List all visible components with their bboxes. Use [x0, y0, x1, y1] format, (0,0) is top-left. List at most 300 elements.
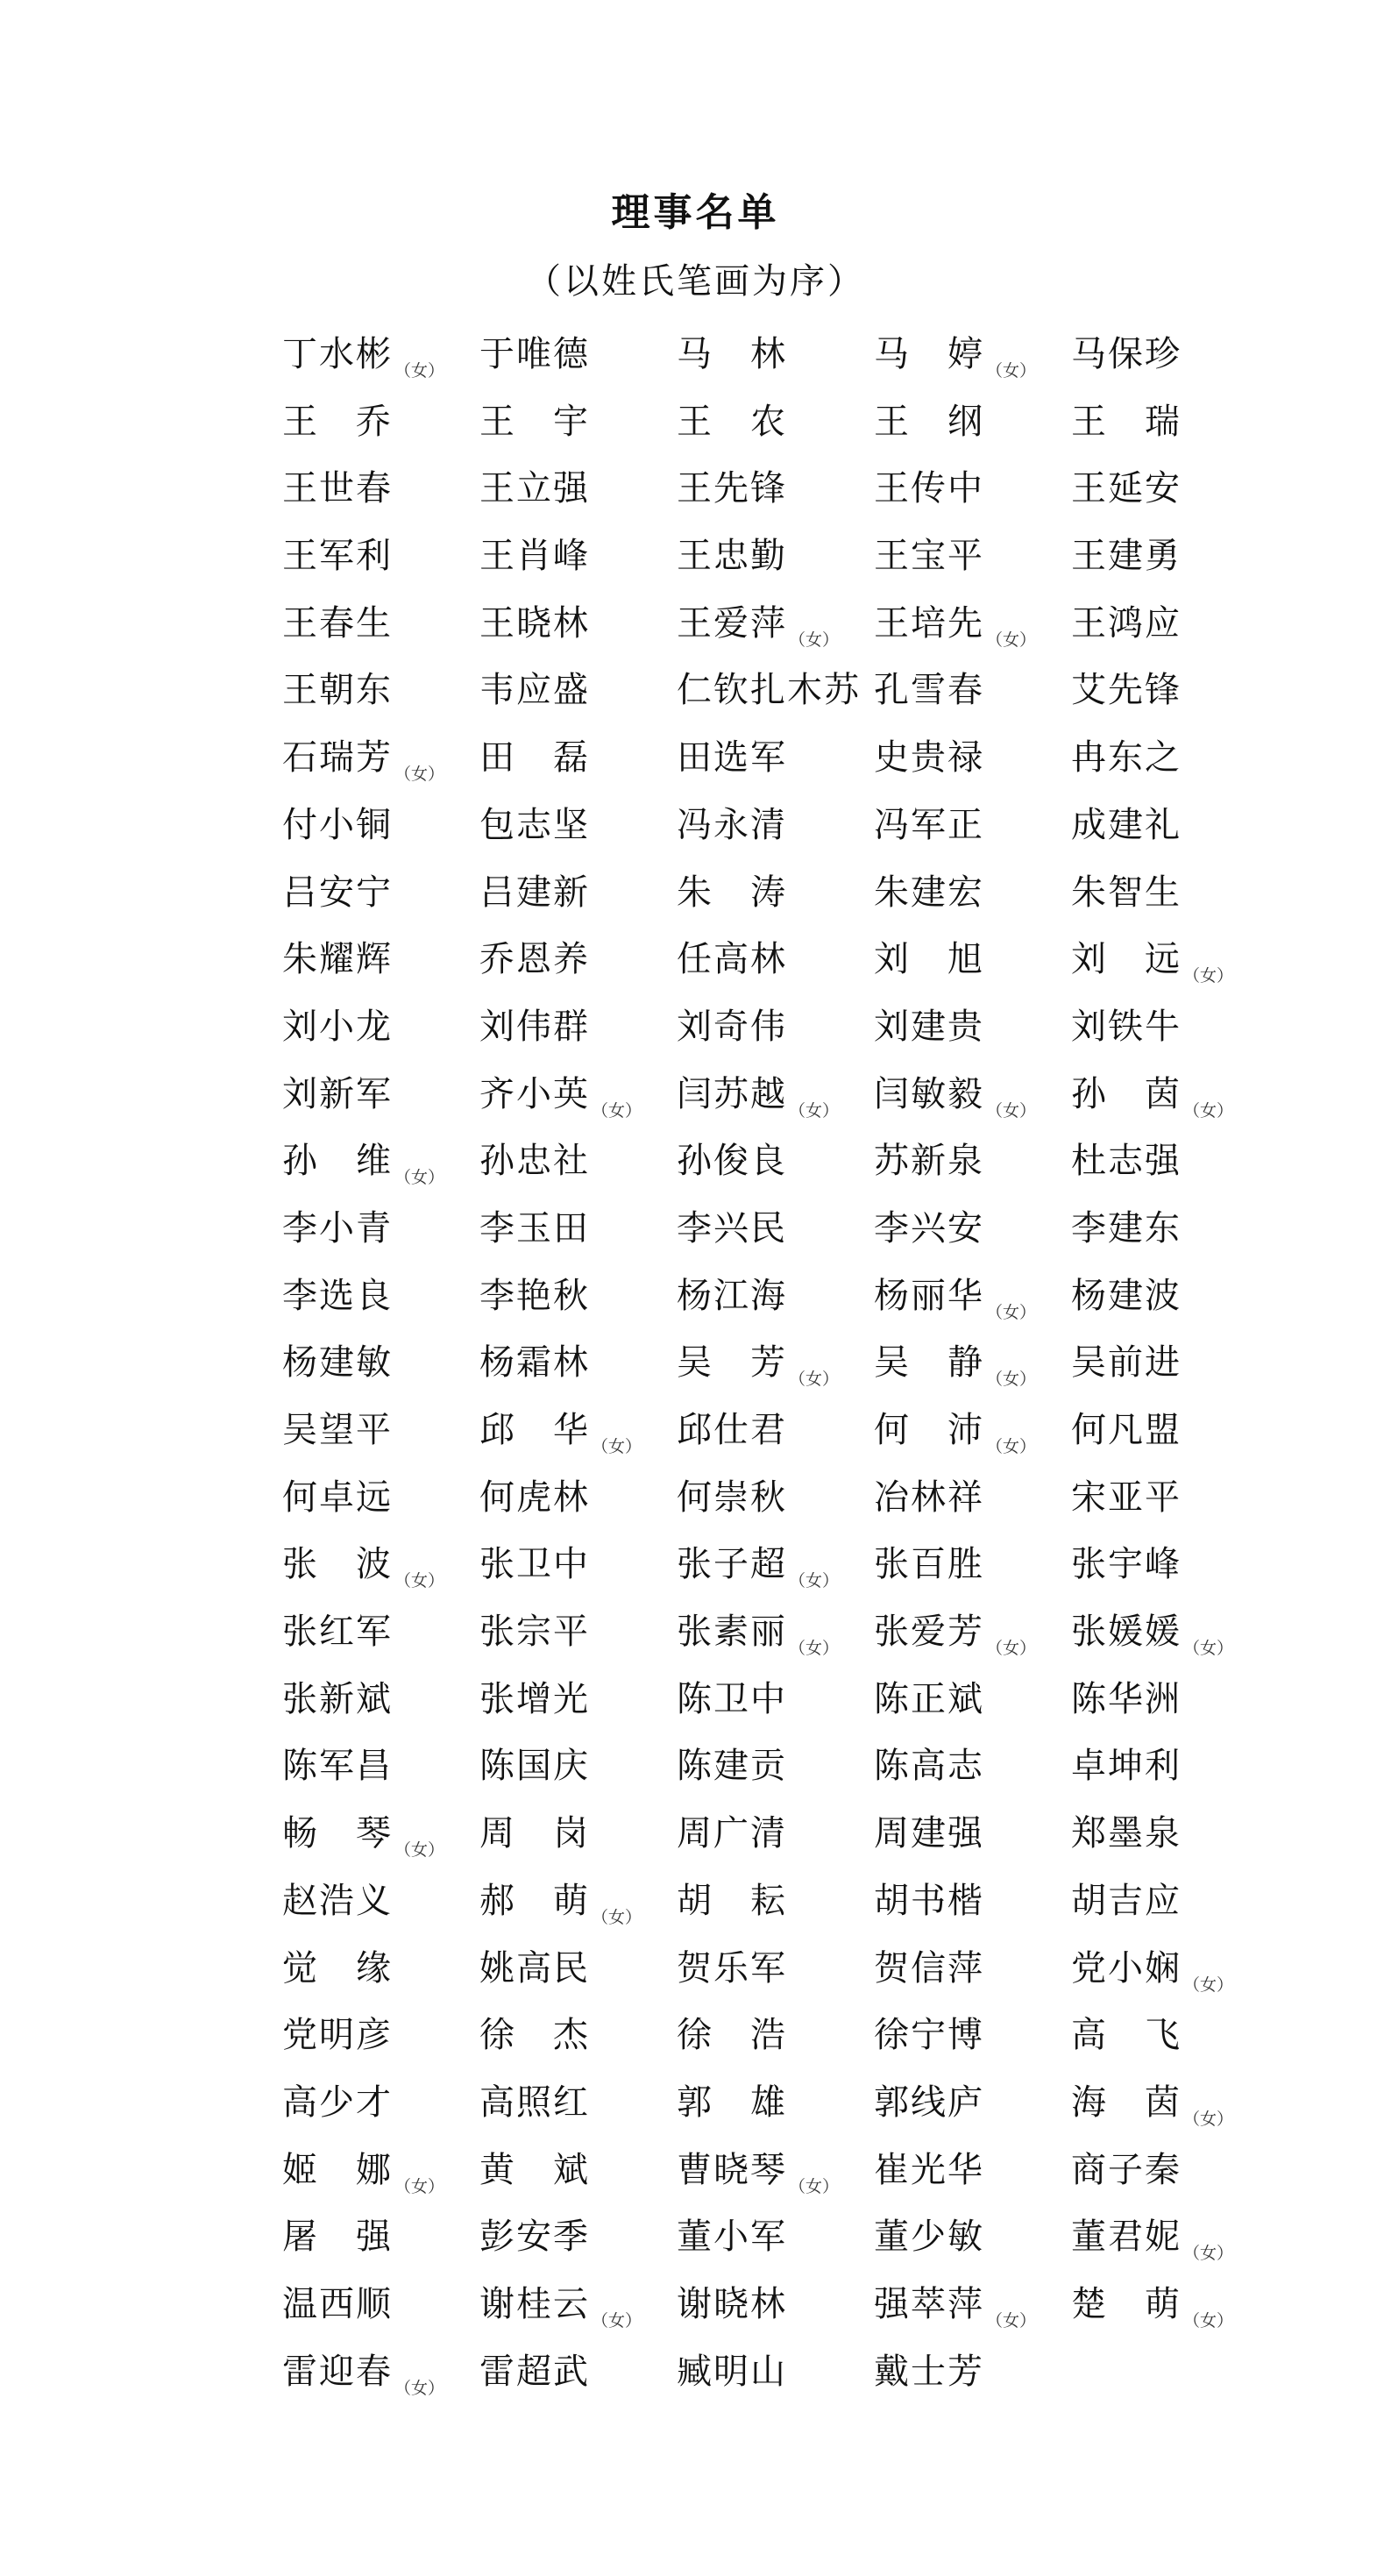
member-entry: [677, 1202, 874, 1255]
member-entry: [1071, 1135, 1268, 1187]
member-name: 朱 涛: [677, 872, 787, 913]
member-name: 何卓远: [282, 1477, 393, 1518]
member-name: 杨建波: [1071, 1275, 1182, 1316]
member-entry: [479, 1673, 677, 1726]
member-name: 苏新泉: [874, 1141, 984, 1182]
member-entry: [1071, 2210, 1268, 2263]
gender-note: （女）: [394, 361, 445, 381]
member-entry: [282, 1538, 479, 1590]
member-name: 董君妮: [1071, 2217, 1182, 2258]
member-entry: [282, 1336, 479, 1389]
member-entry: [677, 2345, 874, 2398]
member-entry: [479, 1471, 677, 1524]
member-name: 孙 维: [282, 1141, 393, 1182]
member-name: 王先锋: [677, 468, 787, 509]
member-entry: [479, 328, 677, 381]
member-entry: [282, 933, 479, 986]
member-name-grid: [282, 328, 1316, 2412]
member-entry: [1071, 1471, 1268, 1524]
member-name: 孙 茵: [1071, 1073, 1182, 1114]
member-entry: [1071, 1605, 1268, 1658]
member-row: [282, 1471, 1316, 1539]
member-entry: [1071, 1404, 1268, 1456]
member-entry: [677, 1875, 874, 1927]
member-entry: [677, 1538, 874, 1590]
member-name: 董少敏: [874, 2217, 984, 2258]
member-entry: [677, 1135, 874, 1187]
member-entry: [1071, 1673, 1268, 1726]
member-name: 王晓林: [479, 602, 590, 644]
member-entry: [282, 664, 479, 716]
member-row: [282, 1673, 1316, 1740]
member-entry: [677, 462, 874, 515]
member-row: [282, 1740, 1316, 1807]
member-row: [282, 1000, 1316, 1068]
gender-note: （女）: [1183, 966, 1234, 986]
member-entry: [479, 1875, 677, 1927]
member-name: 海 茵: [1071, 2081, 1182, 2123]
member-name: 冉东之: [1071, 737, 1182, 779]
member-name: 马 婷: [874, 334, 984, 374]
page-subtitle: （以姓氏笔画为序）: [526, 261, 865, 302]
member-entry: [282, 1068, 479, 1121]
member-entry: [282, 2009, 479, 2061]
member-entry: [874, 1740, 1071, 1792]
gender-note: （女）: [1183, 1639, 1234, 1659]
gender-note: （女）: [789, 1571, 840, 1591]
page-title: 理事名单: [611, 190, 780, 235]
gender-note: （女）: [1183, 2310, 1234, 2330]
member-name: 刘伟群: [479, 1006, 590, 1047]
member-entry: [874, 2278, 1071, 2330]
member-name: 马 林: [677, 334, 787, 374]
member-name: 李玉田: [479, 1207, 590, 1249]
gender-note: （女）: [789, 1639, 840, 1659]
gender-note: （女）: [1183, 2244, 1234, 2264]
member-name: 王春生: [282, 602, 393, 644]
member-name: 赵浩义: [282, 1880, 393, 1921]
member-entry: [874, 462, 1071, 515]
member-name: 付小铜: [282, 804, 393, 845]
member-row: [282, 395, 1316, 463]
member-name: 郝 萌: [479, 1880, 590, 1921]
member-name: 觉 缘: [282, 1947, 393, 1989]
member-row: [282, 933, 1316, 1000]
member-name: 张子超: [677, 1544, 787, 1585]
gender-note: （女）: [1183, 1100, 1234, 1121]
member-entry: [874, 1673, 1071, 1726]
member-name: 何崇秋: [677, 1477, 787, 1518]
member-entry: [874, 1270, 1071, 1322]
member-name: 张增光: [479, 1678, 590, 1719]
member-entry: [282, 328, 479, 381]
member-name: 艾先锋: [1071, 670, 1182, 711]
member-name: 董小军: [677, 2217, 787, 2258]
member-name: 刘 旭: [874, 939, 984, 980]
member-entry: [282, 2278, 479, 2330]
member-entry: [282, 731, 479, 784]
member-entry: [1071, 664, 1268, 716]
member-entry: [874, 1471, 1071, 1524]
member-name: 卓坤利: [1071, 1746, 1182, 1787]
member-entry: [282, 1807, 479, 1860]
member-row: [282, 328, 1316, 395]
member-entry: [677, 2278, 874, 2330]
gender-note: （女）: [789, 1100, 840, 1121]
gender-note: （女）: [986, 361, 1037, 381]
member-name: 贺信萍: [874, 1947, 984, 1989]
member-row: [282, 1807, 1316, 1875]
member-entry: [282, 462, 479, 515]
member-entry: [479, 1942, 677, 1995]
member-entry: [874, 1336, 1071, 1389]
member-entry: [1071, 2144, 1268, 2196]
member-row: [282, 1270, 1316, 1337]
member-entry: [479, 933, 677, 986]
member-entry: [1071, 1538, 1268, 1590]
member-name: 屠 强: [282, 2217, 393, 2258]
member-name: 王鸿应: [1071, 602, 1182, 644]
member-entry: [874, 597, 1071, 650]
member-name: 王 纲: [874, 401, 984, 442]
member-entry: [677, 1068, 874, 1121]
member-entry: [677, 530, 874, 582]
member-entry: [282, 1202, 479, 1255]
member-name: 包志坚: [479, 804, 590, 845]
member-name: 崔光华: [874, 2149, 984, 2190]
member-entry: [479, 799, 677, 851]
gender-note: （女）: [986, 630, 1037, 650]
member-name: 王延安: [1071, 468, 1182, 509]
member-row: [282, 1605, 1316, 1673]
gender-note: （女）: [1183, 1975, 1234, 1995]
member-name: 孙忠社: [479, 1141, 590, 1182]
member-entry: [874, 2144, 1071, 2196]
member-entry: [479, 2144, 677, 2196]
member-name: 王建勇: [1071, 536, 1182, 577]
member-name: 胡书楷: [874, 1880, 984, 1921]
gender-note: （女）: [986, 1437, 1037, 1456]
member-name: 刘小龙: [282, 1006, 393, 1047]
member-entry: [1071, 1270, 1268, 1322]
member-name: 黄 斌: [479, 2149, 590, 2190]
member-entry: [479, 2009, 677, 2061]
member-entry: [874, 1068, 1071, 1121]
member-row: [282, 866, 1316, 934]
member-row: [282, 530, 1316, 597]
member-entry: [874, 664, 1071, 716]
member-entry: [677, 1336, 874, 1389]
member-name: 石瑞芳: [282, 737, 393, 779]
member-entry: [282, 2210, 479, 2263]
member-name: 张宗平: [479, 1612, 590, 1653]
member-name: 姚高民: [479, 1947, 590, 1989]
member-name: 何凡盟: [1071, 1410, 1182, 1450]
member-entry: [677, 799, 874, 851]
member-name: 于唯德: [479, 334, 590, 374]
member-name: 田 磊: [479, 737, 590, 779]
member-entry: [677, 2076, 874, 2129]
member-name: 姬 娜: [282, 2149, 393, 2190]
member-name: 徐 浩: [677, 2015, 787, 2056]
member-name: 曹晓琴: [677, 2149, 787, 2190]
member-name: 徐宁博: [874, 2015, 984, 2056]
member-name: 何虎林: [479, 1477, 590, 1518]
member-name: 温西顺: [282, 2283, 393, 2324]
member-entry: [677, 731, 874, 784]
member-name: 郭 雄: [677, 2081, 787, 2123]
member-entry: [677, 597, 874, 650]
member-entry: [677, 1270, 874, 1322]
gender-note: （女）: [986, 2310, 1037, 2330]
member-name: 贺乐军: [677, 1947, 787, 1989]
member-entry: [874, 1404, 1071, 1456]
member-name: 王宝平: [874, 536, 984, 577]
member-entry: [1071, 1740, 1268, 1792]
member-name: 臧明山: [677, 2351, 787, 2392]
member-name: 王传中: [874, 468, 984, 509]
member-name: 任高林: [677, 939, 787, 980]
member-entry: [282, 530, 479, 582]
member-name: 郑墨泉: [1071, 1813, 1182, 1854]
member-name: 刘 远: [1071, 939, 1182, 980]
member-entry: [874, 2076, 1071, 2129]
member-name: 李兴民: [677, 1207, 787, 1249]
member-entry: [874, 1807, 1071, 1860]
member-name: 吴 静: [874, 1342, 984, 1384]
member-name: 高少才: [282, 2081, 393, 2123]
member-entry: [874, 2345, 1071, 2398]
member-name: 乔恩养: [479, 939, 590, 980]
member-name: 韦应盛: [479, 670, 590, 711]
member-entry: [677, 866, 874, 919]
member-name: 胡 耘: [677, 1880, 787, 1921]
gender-note: （女）: [789, 630, 840, 650]
member-entry: [874, 328, 1071, 381]
member-entry: [677, 933, 874, 986]
member-name: 王肖峰: [479, 536, 590, 577]
member-name: 畅 琴: [282, 1813, 393, 1854]
member-name: 周 岗: [479, 1813, 590, 1854]
member-name: 张素丽: [677, 1612, 787, 1653]
member-name: 强萃萍: [874, 2283, 984, 2324]
member-name: 闫敏毅: [874, 1073, 984, 1114]
member-entry: [479, 866, 677, 919]
member-entry: [479, 2076, 677, 2129]
member-row: [282, 2144, 1316, 2211]
member-name: 刘铁牛: [1071, 1006, 1182, 1047]
member-name: 张宇峰: [1071, 1544, 1182, 1585]
member-name: 邱仕君: [677, 1410, 787, 1450]
member-name: 闫苏越: [677, 1073, 787, 1114]
member-entry: [874, 1538, 1071, 1590]
gender-note: （女）: [394, 2378, 445, 2398]
member-entry: [282, 2345, 479, 2398]
member-entry: [1071, 1068, 1268, 1121]
member-entry: [282, 799, 479, 851]
member-entry: [479, 664, 677, 716]
member-entry: [1071, 731, 1268, 784]
member-name: 吴 芳: [677, 1342, 787, 1384]
member-name: 李艳秋: [479, 1275, 590, 1316]
member-entry: [677, 2009, 874, 2061]
member-name: 冯军正: [874, 804, 984, 845]
member-entry: [874, 1942, 1071, 1995]
gender-note: （女）: [394, 1571, 445, 1591]
member-entry: [677, 2144, 874, 2196]
member-entry: [479, 2345, 677, 2398]
member-entry: [1071, 933, 1268, 986]
member-name: 谢晓林: [677, 2283, 787, 2324]
member-row: [282, 799, 1316, 866]
member-entry: [874, 799, 1071, 851]
member-entry: [1071, 1202, 1268, 1255]
member-row: [282, 731, 1316, 799]
member-row: [282, 664, 1316, 731]
gender-note: （女）: [592, 2310, 642, 2330]
member-name: 陈卫中: [677, 1678, 787, 1719]
member-row: [282, 1538, 1316, 1605]
member-name: 戴士芳: [874, 2351, 984, 2392]
member-entry: [282, 1270, 479, 1322]
member-name: 陈华洲: [1071, 1678, 1182, 1719]
member-row: [282, 1135, 1316, 1202]
member-entry: [874, 731, 1071, 784]
member-row: [282, 1404, 1316, 1471]
member-name: 仁钦扎木苏: [677, 670, 861, 711]
member-entry: [874, 1000, 1071, 1053]
member-entry: [479, 530, 677, 582]
member-entry: [479, 1807, 677, 1860]
member-entry: [1071, 597, 1268, 650]
member-entry: [479, 395, 677, 448]
member-name: 刘奇伟: [677, 1006, 787, 1047]
member-row: [282, 597, 1316, 665]
member-entry: [1071, 1807, 1268, 1860]
member-entry: [282, 1605, 479, 1658]
member-name: 张爱芳: [874, 1612, 984, 1653]
member-entry: [677, 328, 874, 381]
member-name: 王 瑞: [1071, 401, 1182, 442]
member-name: 高 飞: [1071, 2015, 1182, 2056]
member-name: 田选军: [677, 737, 787, 779]
member-entry: [479, 1135, 677, 1187]
member-name: 王朝东: [282, 670, 393, 711]
member-name: 吕建新: [479, 872, 590, 913]
member-name: 张媛媛: [1071, 1612, 1182, 1653]
member-name: 彭安季: [479, 2217, 590, 2258]
member-entry: [677, 1471, 874, 1524]
member-name: 李建东: [1071, 1207, 1182, 1249]
gender-note: （女）: [986, 1302, 1037, 1322]
member-entry: [479, 1336, 677, 1389]
member-name: 陈国庆: [479, 1746, 590, 1787]
member-name: 朱智生: [1071, 872, 1182, 913]
member-name: 成建礼: [1071, 804, 1182, 845]
member-name: 冶林祥: [874, 1477, 984, 1518]
member-entry: [282, 1740, 479, 1792]
member-name: 宋亚平: [1071, 1477, 1182, 1518]
member-entry: [1071, 866, 1268, 919]
member-entry: [479, 1605, 677, 1658]
gender-note: （女）: [789, 2176, 840, 2196]
member-entry: [479, 1270, 677, 1322]
member-name: 马保珍: [1071, 334, 1182, 374]
member-entry: [677, 1605, 874, 1658]
member-name: 陈军昌: [282, 1746, 393, 1787]
member-entry: [282, 1673, 479, 1726]
member-name: 朱建宏: [874, 872, 984, 913]
member-name: 冯永清: [677, 804, 787, 845]
member-name: 商子秦: [1071, 2149, 1182, 2190]
member-row: [282, 1068, 1316, 1135]
member-name: 陈高志: [874, 1746, 984, 1787]
member-entry: [677, 1807, 874, 1860]
member-name: 王忠勤: [677, 536, 787, 577]
member-entry: [282, 1000, 479, 1053]
member-name: 雷超武: [479, 2351, 590, 2392]
member-entry: [874, 2009, 1071, 2061]
member-name: 张百胜: [874, 1544, 984, 1585]
member-entry: [282, 2076, 479, 2129]
member-row: [282, 462, 1316, 530]
member-entry: [282, 395, 479, 448]
member-entry: [874, 933, 1071, 986]
member-entry: [874, 866, 1071, 919]
member-name: 吴望平: [282, 1410, 393, 1450]
member-name: 孙俊良: [677, 1141, 787, 1182]
member-name: 胡吉应: [1071, 1880, 1182, 1921]
gender-note: （女）: [394, 1840, 445, 1861]
member-entry: [479, 1538, 677, 1590]
member-name: 陈正斌: [874, 1678, 984, 1719]
member-name: 张卫中: [479, 1544, 590, 1585]
member-entry: [479, 462, 677, 515]
member-entry: [1071, 1875, 1268, 1927]
member-entry: [1071, 799, 1268, 851]
member-name: 王培先: [874, 602, 984, 644]
member-entry: [1071, 462, 1268, 515]
gender-note: （女）: [986, 1639, 1037, 1659]
member-entry: [479, 1000, 677, 1053]
member-entry: [874, 1605, 1071, 1658]
member-name: 周广清: [677, 1813, 787, 1854]
member-row: [282, 2076, 1316, 2144]
member-entry: [874, 530, 1071, 582]
member-entry: [874, 1135, 1071, 1187]
member-name: 王 农: [677, 401, 787, 442]
gender-note: （女）: [1183, 2109, 1234, 2129]
member-entry: [874, 1875, 1071, 1927]
member-row: [282, 2345, 1316, 2413]
member-name: 王 乔: [282, 401, 393, 442]
gender-note: （女）: [986, 1100, 1037, 1121]
member-name: 杜志强: [1071, 1141, 1182, 1182]
member-name: 杨丽华: [874, 1275, 984, 1316]
member-name: 杨江海: [677, 1275, 787, 1316]
member-name: 雷迎春: [282, 2351, 393, 2392]
member-entry: [677, 1740, 874, 1792]
member-entry: [282, 1404, 479, 1456]
member-entry: [479, 1740, 677, 1792]
member-name: 党小娴: [1071, 1947, 1182, 1989]
member-name: 郭线庐: [874, 2081, 984, 2123]
member-entry: [479, 1202, 677, 1255]
member-name: 李小青: [282, 1207, 393, 1249]
member-name: 孔雪春: [874, 670, 984, 711]
member-name: 朱耀辉: [282, 939, 393, 980]
member-name: 党明彦: [282, 2015, 393, 2056]
